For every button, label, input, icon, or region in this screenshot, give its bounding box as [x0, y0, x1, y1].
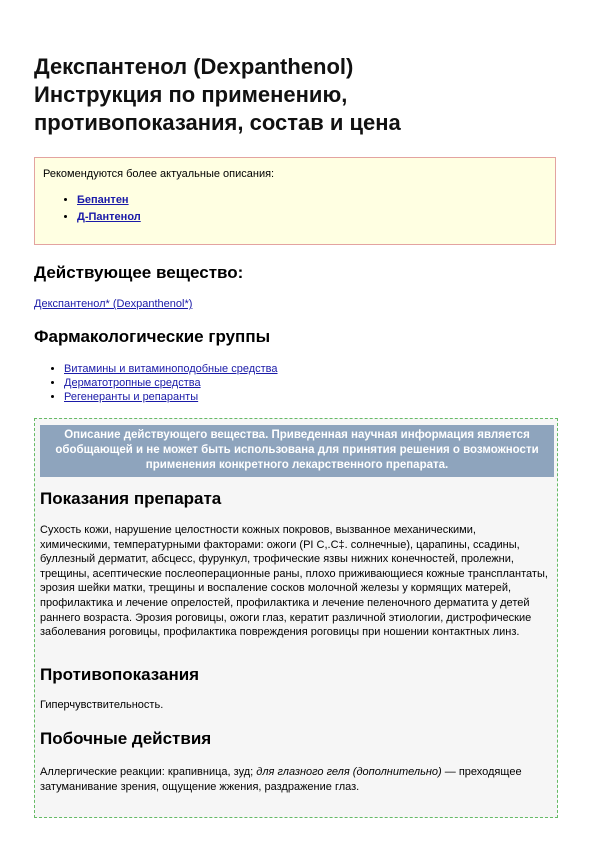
link-vitamins[interactable]: Витамины и витаминоподобные средства	[64, 363, 278, 375]
title-line-3: противопоказания, состав и цена	[34, 110, 401, 135]
notice-list-item	[77, 192, 547, 209]
pharm-group-item	[64, 390, 278, 404]
indications-text: Сухость кожи, нарушение целостности кожных покровов, вызванное механическими, химическими, температурными факторами: ожоги (РI С,.С‡. солнечные), царапины, ссадины, буллезный дерматит, абсцесс, фурункул, трофические язвы нижних конечностей, пролежни, трещины, асептические послеоперационные раны, плохо приживающиеся кожные трансплантаты, эрозия шейки матки, трещины и воспаление сосков молочной железы у кормящих матерей, профилактика и лечение опрелостей, профилактика и лечение пеленочного дерматита у детей раннего возраста. Эрозия роговицы, ожоги глаз, кератит различной этиологии, дистрофические заболевания роговицы, профилактика повреждения роговицы при ношении контактных линз.	[40, 524, 548, 639]
notice-text: Рекомендуются более актуальные описания:	[43, 168, 275, 180]
active-substance-heading: Действующее вещество:	[34, 263, 244, 282]
side-effects-text-italic: для глазного геля (дополнительно)	[256, 766, 442, 778]
notice-list-item	[77, 209, 547, 226]
title-line-1: Декспантенол (Dexpanthenol)	[34, 54, 354, 79]
pharm-groups-list	[34, 362, 278, 404]
substance-description	[34, 418, 558, 818]
title-line-2: Инструкция по применению,	[34, 82, 348, 107]
side-effects-text-rest: — преходящее затуманивание зрения, ощущение жжения, раздражение глаз.	[40, 766, 522, 793]
side-effects-heading: Побочные действия	[40, 729, 212, 748]
recommendation-notice	[34, 157, 556, 245]
link-regenerants[interactable]: Регенеранты и репаранты	[64, 391, 199, 403]
pharm-group-item	[64, 376, 278, 390]
notice-links-list	[43, 192, 547, 226]
link-dermatotropic[interactable]: Дерматотропные средства	[64, 377, 201, 389]
side-effects-text	[40, 765, 548, 794]
pharm-groups-heading: Фармакологические группы	[34, 327, 271, 346]
indications-heading: Показания препарата	[40, 489, 222, 508]
contraindications-text: Гиперчувствительность.	[40, 699, 164, 711]
disclaimer-banner: Описание действующего вещества. Приведенная научная информация является обобщающей и не может быть использована для принятия решения о возможности применения конкретного лекарственного препарата.	[40, 425, 554, 477]
active-substance-link[interactable]: Декспантенол* (Dexpanthenol*)	[34, 298, 193, 310]
pharm-group-item	[64, 362, 278, 376]
link-bepanten[interactable]: Бепантен	[77, 194, 129, 206]
side-effects-text-plain: Аллергические реакции: крапивница, зуд;	[40, 766, 257, 778]
contraindications-heading: Противопоказания	[40, 665, 200, 684]
link-d-panthenol[interactable]: Д-Пантенол	[77, 211, 141, 223]
page-title	[34, 53, 560, 137]
